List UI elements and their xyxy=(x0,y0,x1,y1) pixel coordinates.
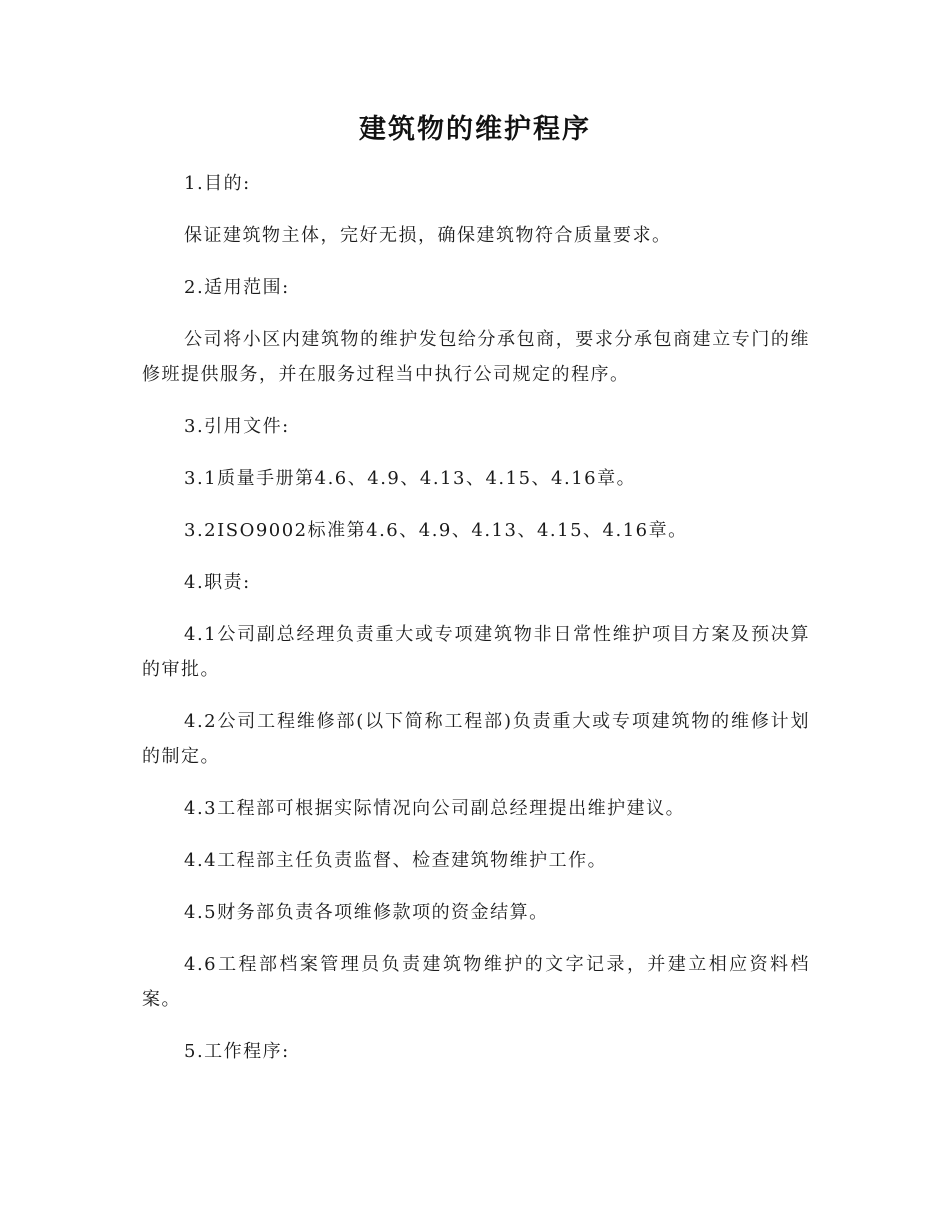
paragraph-purpose: 保证建筑物主体，完好无损，确保建筑物符合质量要求。 xyxy=(184,225,672,246)
responsibility-item: 4.1公司副总经理负责重大或专项建筑物非日常性维护项目方案及预决算的审批。 xyxy=(142,624,810,680)
responsibility-item: 4.6工程部档案管理员负责建筑物维护的文字记录，并建立相应资料档案。 xyxy=(142,954,810,1010)
responsibility-item: 4.4工程部主任负责监督、检查建筑物维护工作。 xyxy=(184,850,608,871)
reference-item: 3.1质量手册第4.6、4.9、4.13、4.15、4.16章。 xyxy=(184,468,637,489)
document-body xyxy=(142,166,810,1086)
heading-responsibilities: 4.职责: xyxy=(184,572,251,593)
heading-procedure: 5.工作程序: xyxy=(184,1041,290,1062)
paragraph-scope: 公司将小区内建筑物的维护发包给分承包商，要求分承包商建立专门的维修班提供服务，并在服务过程当中执行公司规定的程序。 xyxy=(142,329,810,385)
responsibility-item: 4.5财务部负责各项维修款项的资金结算。 xyxy=(184,902,549,923)
heading-references: 3.引用文件: xyxy=(184,416,290,437)
heading-purpose: 1.目的: xyxy=(184,173,251,194)
responsibility-item: 4.3工程部可根据实际情况向公司副总经理提出维护建议。 xyxy=(184,798,686,819)
responsibility-item: 4.2公司工程维修部(以下简称工程部)负责重大或专项建筑物的维修计划的制定。 xyxy=(142,711,810,767)
heading-scope: 2.适用范围: xyxy=(184,277,290,298)
reference-item: 3.2ISO9002标准第4.6、4.9、4.13、4.15、4.16章。 xyxy=(184,520,688,541)
document-title: 建筑物的维护程序 xyxy=(359,114,591,145)
